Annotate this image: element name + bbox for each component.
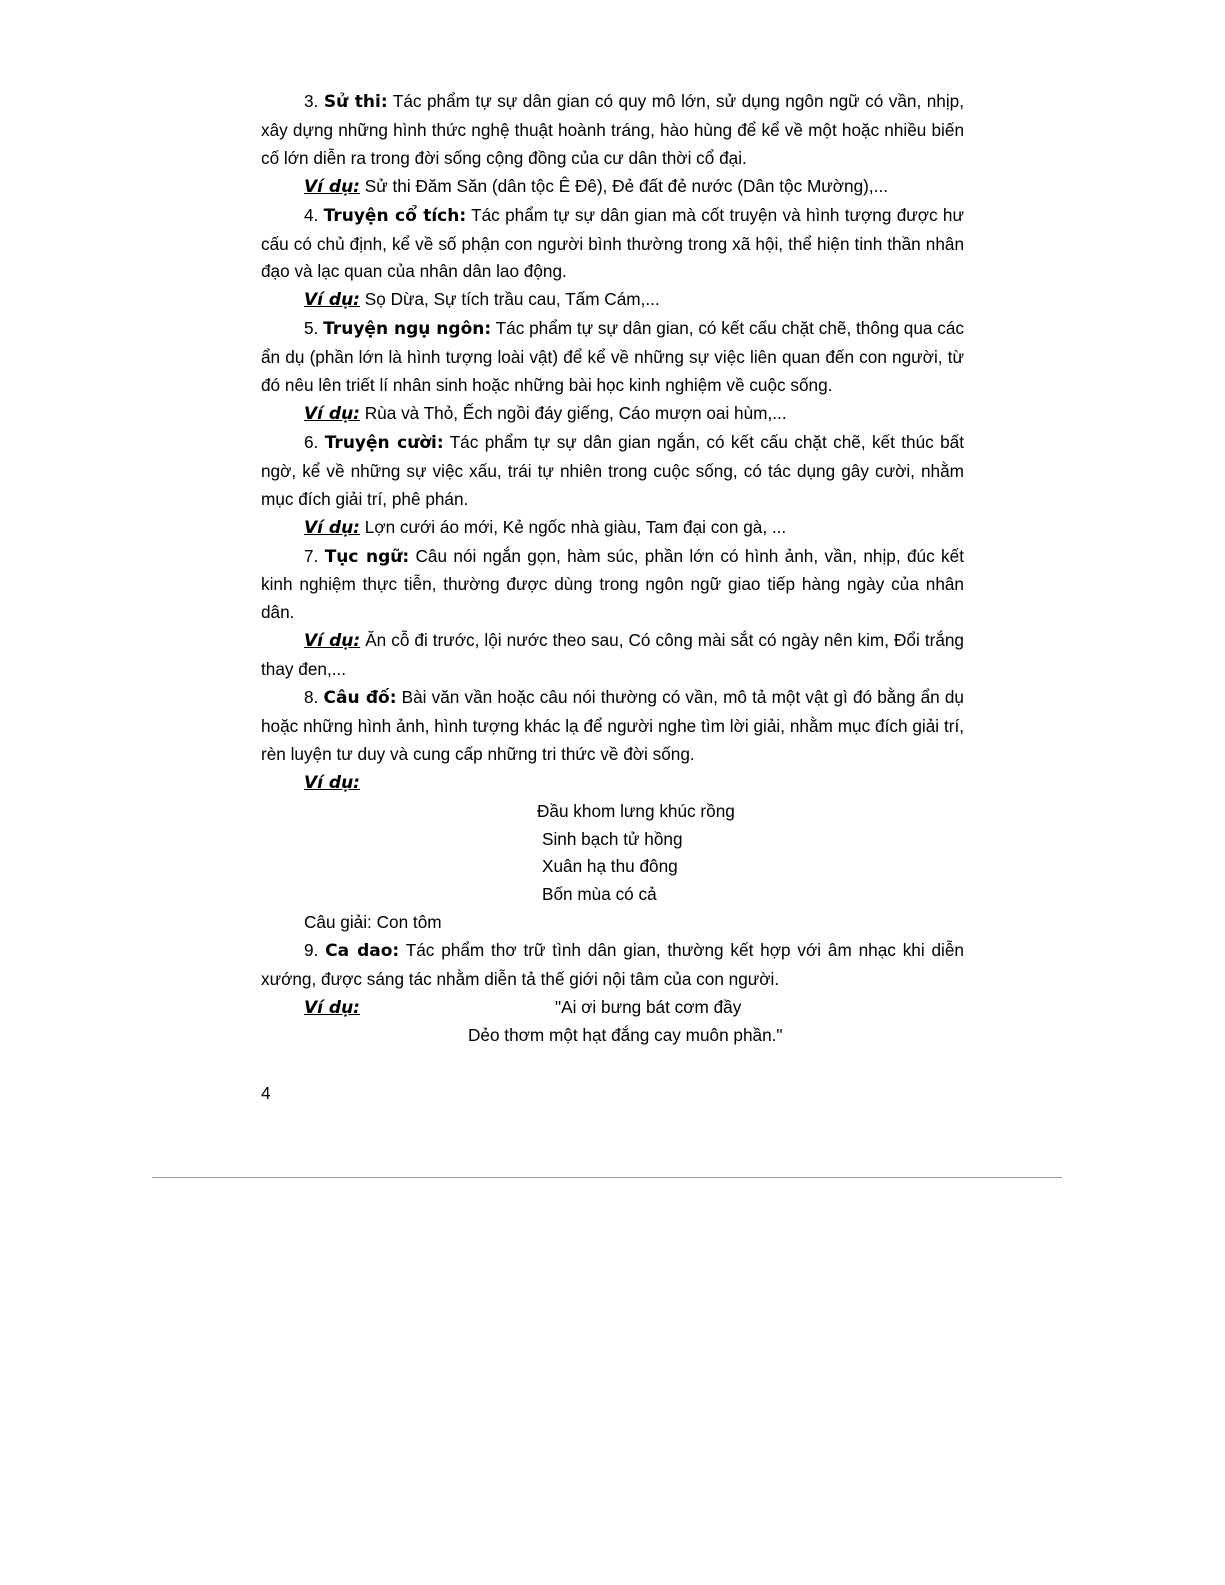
example-truyen-cuoi: [261, 514, 964, 543]
example-label: Ví dụ:: [304, 290, 360, 311]
verse-line: Đầu khom lưng khúc rồng: [537, 800, 735, 821]
entry-definition: Tác phẩm tự sự dân gian, có kết cấu chặt chẽ, thông qua các ẩn dụ (phần lớn là hình tượng loài vật) để kể về những sự việc liên quan đến con người, từ đó nêu lên triết lí nhân sinh hoặc những bài học kinh nghiệm về cuộc sống.: [261, 318, 964, 396]
example-cau-do-label-row: [261, 769, 964, 798]
example-truyen-ngu-ngon: [261, 400, 964, 429]
entry-term: Truyện cười:: [324, 432, 444, 453]
entry-definition: Tác phẩm tự sự dân gian có quy mô lớn, sử dụng ngôn ngữ có vần, nhịp, xây dựng những hình thức nghệ thuật hoành tráng, hào hùng để kể về một hoặc nhiều biến cố lớn diễn ra trong đời sống cộng đồng của cư dân thời cổ đại.: [261, 91, 964, 168]
entry-term: Truyện ngụ ngôn:: [323, 319, 492, 340]
verse-line: Xuân hạ thu đông: [542, 856, 678, 877]
entry-definition: Tác phẩm tự sự dân gian ngắn, có kết cấu chặt chẽ, kết thúc bất ngờ, kể về những sự việc xấu, trái tự nhiên trong cuộc sống, có tác dụng gây cười, nhằm mục đích giải trí, phê phán.: [261, 431, 964, 509]
entry-number: 5.: [304, 318, 319, 339]
riddle-answer: Câu giải: Con tôm: [304, 912, 442, 933]
page-number: 4: [261, 1083, 271, 1103]
entry-truyen-ngu-ngon: [261, 315, 964, 400]
example-text: Sọ Dừa, Sự tích trầu cau, Tấm Cám,...: [364, 289, 660, 310]
verse-line: Sinh bạch tử hồng: [542, 828, 683, 849]
example-su-thi: [261, 173, 964, 202]
entry-cau-do: [261, 684, 964, 769]
entry-number: 9.: [304, 940, 319, 961]
entry-definition: Bài văn vần hoặc câu nói thường có vần, mô tả một vật gì đó bằng ẩn dụ hoặc những hình ảnh, hình tượng khác lạ để người nghe tìm lời giải, nhằm mục đích giải trí, rèn luyện tư duy và cung cấp những tri thức về đời sống.: [261, 687, 964, 764]
entry-number: 3.: [304, 91, 319, 111]
entry-term: Sử thi:: [323, 92, 388, 112]
entry-number: 6.: [304, 431, 319, 452]
example-tuc-ngu: [261, 627, 964, 684]
entry-number: 4.: [304, 204, 319, 225]
page-divider: [152, 1177, 1062, 1178]
verse-line: Dẻo thơm một hạt đắng cay muôn phần.": [468, 1024, 783, 1045]
entry-term: Tục ngữ:: [324, 546, 410, 567]
example-label: Ví dụ:: [304, 403, 360, 424]
entry-definition: Câu nói ngắn gọn, hàm súc, phần lớn có hình ảnh, vần, nhịp, đúc kết kinh nghiệm thực tiễn, thường được dùng trong ngôn ngữ giao tiếp hàng ngày của nhân dân.: [261, 545, 964, 623]
entry-term: Truyện cổ tích:: [323, 205, 467, 226]
example-label: Ví dụ:: [304, 997, 360, 1018]
entry-term: Câu đố:: [323, 688, 397, 709]
page-content: [261, 88, 964, 1050]
entry-number: 8.: [304, 687, 319, 708]
entry-su-thi: [261, 88, 964, 173]
example-label: Ví dụ:: [304, 772, 360, 793]
example-label: Ví dụ:: [304, 517, 360, 538]
entry-term: Ca dao:: [325, 941, 400, 962]
entry-definition: Tác phẩm tự sự dân gian mà cốt truyện và hình tượng được hư cấu có chủ định, kể về số phận con người bình thường trong xã hội, thể hiện tinh thần nhân đạo và lạc quan của nhân dân lao động.: [261, 204, 964, 282]
verse-line: "Ai ơi bưng bát cơm đầy: [555, 996, 742, 1017]
entry-truyen-co-tich: [261, 202, 964, 287]
example-text: Lợn cưới áo mới, Kẻ ngốc nhà giàu, Tam đại con gà, ...: [364, 516, 787, 537]
example-text: Sử thi Đăm Săn (dân tộc Ê Đê), Đẻ đất đẻ nước (Dân tộc Mường),...: [364, 175, 889, 196]
entry-truyen-cuoi: [261, 429, 964, 514]
example-label: Ví dụ:: [304, 176, 360, 197]
verse-line: Bốn mùa có cả: [542, 884, 657, 905]
example-text: Ăn cỗ đi trước, lội nước theo sau, Có công mài sắt có ngày nên kim, Đổi trắng thay đen,...: [261, 630, 964, 680]
example-label: Ví dụ:: [304, 631, 361, 652]
example-ca-dao-row: [261, 994, 964, 1022]
entry-definition: Tác phẩm thơ trữ tình dân gian, thường kết hợp với âm nhạc khi diễn xướng, được sáng tác nhằm diễn tả thế giới nội tâm của con người.: [261, 940, 964, 990]
example-truyen-co-tich: [261, 286, 964, 315]
entry-tuc-ngu: [261, 543, 964, 628]
entry-ca-dao: [261, 937, 964, 994]
riddle-verse: [261, 798, 964, 910]
example-text: Rùa và Thỏ, Ếch ngồi đáy giếng, Cáo mượn oai hùm,...: [364, 402, 787, 423]
entry-number: 7.: [304, 545, 319, 566]
